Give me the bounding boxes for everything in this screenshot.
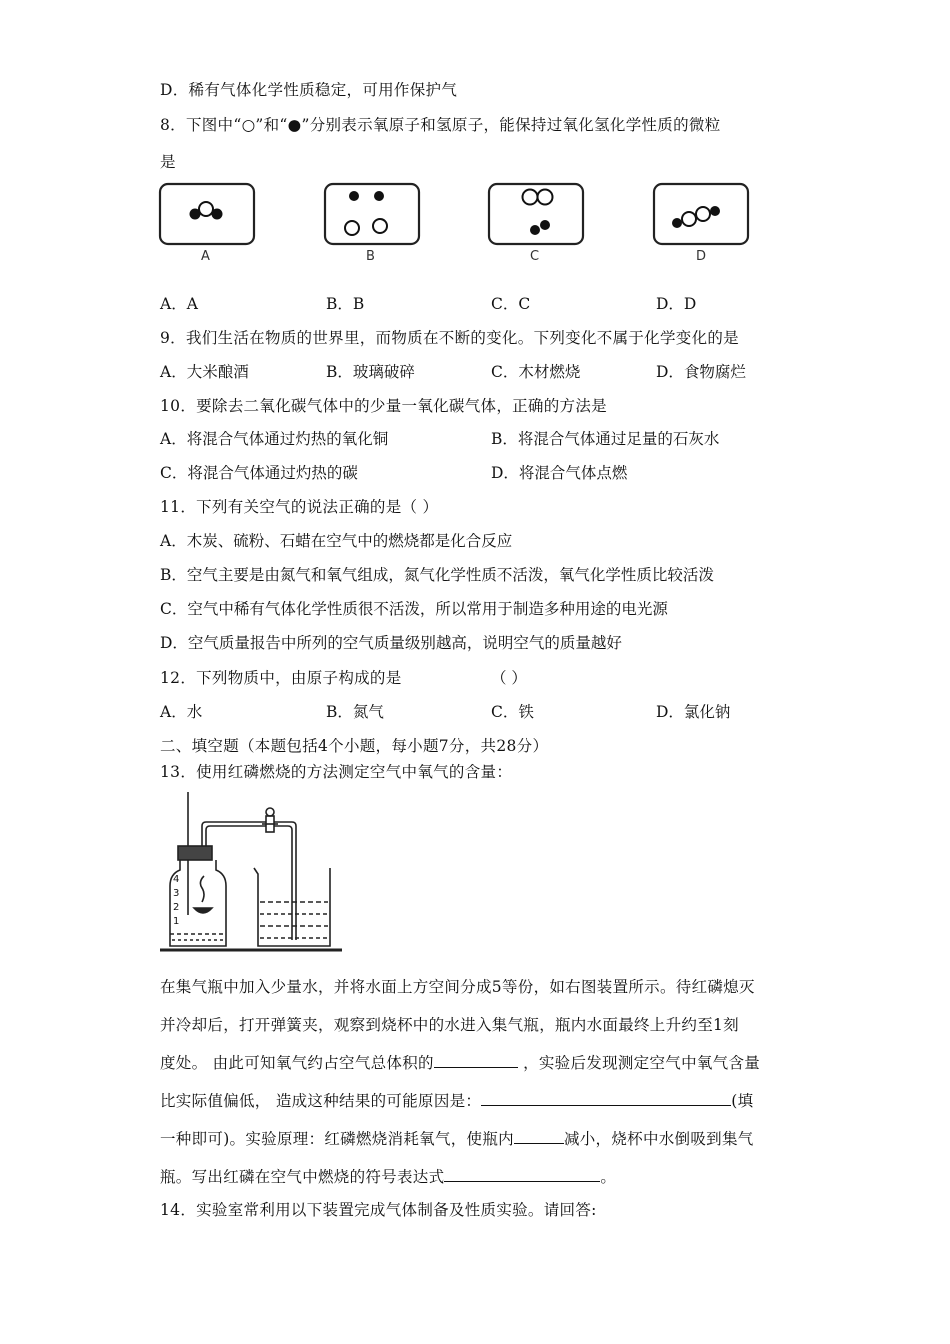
q13-blank-oxygen-fraction[interactable]	[434, 1053, 518, 1068]
q13-para-line1: 在集气瓶中加入少量水，并将水面上方空间分成5等份，如右图装置所示。待红磷熄灭	[160, 978, 755, 996]
scale-label-2: 2	[173, 902, 180, 913]
q13-para-line6-a: 瓶。写出红磷在空气中燃烧的符号表达式	[160, 1168, 445, 1186]
q13-para-line4	[160, 1089, 753, 1111]
q11-option-a[interactable]: A．木炭、硫粉、石蜡在空气中的燃烧都是化合反应	[160, 532, 513, 550]
q13-apparatus-figure	[158, 790, 358, 960]
q10-option-c[interactable]: C．将混合气体通过灼热的碳	[160, 464, 358, 482]
q10-option-b[interactable]: B．将混合气体通过足量的石灰水	[491, 430, 720, 448]
q12-option-d[interactable]: D．氯化钠	[656, 703, 731, 721]
q12-answer-paren[interactable]: （ ）	[491, 669, 527, 687]
q8-option-d[interactable]: D．D	[656, 295, 697, 313]
q12-option-c[interactable]: C．铁	[491, 703, 534, 721]
q8-option-a[interactable]: A．A	[160, 295, 198, 313]
scale-label-1: 1	[173, 916, 180, 927]
section2-heading: 二、填空题（本题包括4个小题，每小题7分，共28分）	[160, 737, 549, 755]
q13-blank-equation[interactable]	[444, 1167, 600, 1182]
q10-option-a[interactable]: A．将混合气体通过灼热的氧化铜	[160, 430, 389, 448]
q13-para-line3	[160, 1051, 760, 1073]
q11-option-b[interactable]: B．空气主要是由氮气和氧气组成，氮气化学性质不活泼，氧气化学性质比较活泼	[160, 566, 714, 584]
q10-stem: 10．要除去二氧化碳气体中的少量一氧化碳气体，正确的方法是	[160, 397, 607, 415]
q13-para-line6-b: 。	[600, 1168, 617, 1186]
q12-option-b[interactable]: B．氮气	[326, 703, 384, 721]
q14-stem: 14．实验室常利用以下装置完成气体制备及性质实验。请回答:	[160, 1201, 597, 1219]
q13-para-line3-b: ，实验后发现测定空气中氧气含量	[523, 1054, 761, 1072]
q8-option-b[interactable]: B．B	[326, 295, 365, 313]
q13-para-line6	[160, 1165, 616, 1187]
q11-option-d[interactable]: D．空气质量报告中所列的空气质量级别越高，说明空气的质量越好	[160, 634, 622, 652]
q8-stem-line1: 8．下图中“○”和“●”分别表示氧原子和氢原子，能保持过氧化氢化学性质的微粒	[160, 116, 721, 134]
q13-para-line5	[160, 1127, 754, 1149]
q11-option-c[interactable]: C．空气中稀有气体化学性质很不活泼，所以常用于制造多种用途的电光源	[160, 600, 668, 618]
q13-para-line4-b: (填	[731, 1092, 754, 1110]
q13-para-line2: 并冷却后，打开弹簧夹，观察到烧杯中的水进入集气瓶，瓶内水面最终上升约至1刻	[160, 1016, 739, 1034]
q8-figure-label-a: A	[201, 249, 210, 264]
q13-para-line3-a: 度处。 由此可知氧气约占空气总体积的	[160, 1054, 434, 1072]
q8-figure-label-d: D	[696, 249, 707, 264]
q8-option-c[interactable]: C．C	[491, 295, 531, 313]
q12-stem: 12．下列物质中，由原子构成的是	[160, 669, 402, 687]
scale-label-4: 4	[173, 874, 180, 885]
scale-label-3: 3	[173, 888, 180, 899]
q13-blank-pressure[interactable]	[514, 1129, 564, 1144]
q13-stem: 13．使用红磷燃烧的方法测定空气中氧气的含量：	[160, 763, 513, 781]
q9-option-c[interactable]: C．木材燃烧	[491, 363, 581, 381]
q13-para-line5-b: 减小，烧杯中水倒吸到集气	[563, 1130, 754, 1148]
q13-blank-reason[interactable]	[481, 1091, 731, 1106]
q13-para-line5-a: 一种即可)。实验原理：红磷燃烧消耗氧气，使瓶内	[160, 1130, 514, 1148]
q8-molecule-figure	[155, 178, 755, 268]
q7-option-d: D．稀有气体化学性质稳定，可用作保护气	[160, 81, 458, 99]
q13-para-line4-a: 比实际值偏低， 造成这种结果的可能原因是：	[160, 1092, 482, 1110]
q9-option-a[interactable]: A．大米酿酒	[160, 363, 249, 381]
q9-option-d[interactable]: D．食物腐烂	[656, 363, 746, 381]
q9-option-b[interactable]: B．玻璃破碎	[326, 363, 415, 381]
q11-stem: 11．下列有关空气的说法正确的是（ ）	[160, 498, 439, 516]
q8-figure-label-c: C	[530, 249, 540, 264]
q8-figure-label-b: B	[366, 249, 375, 264]
q9-stem: 9．我们生活在物质的世界里，而物质在不断的变化。下列变化不属于化学变化的是	[160, 329, 739, 347]
q8-stem-line2: 是	[160, 153, 176, 171]
q10-option-d[interactable]: D．将混合气体点燃	[491, 464, 628, 482]
q12-option-a[interactable]: A．水	[160, 703, 203, 721]
